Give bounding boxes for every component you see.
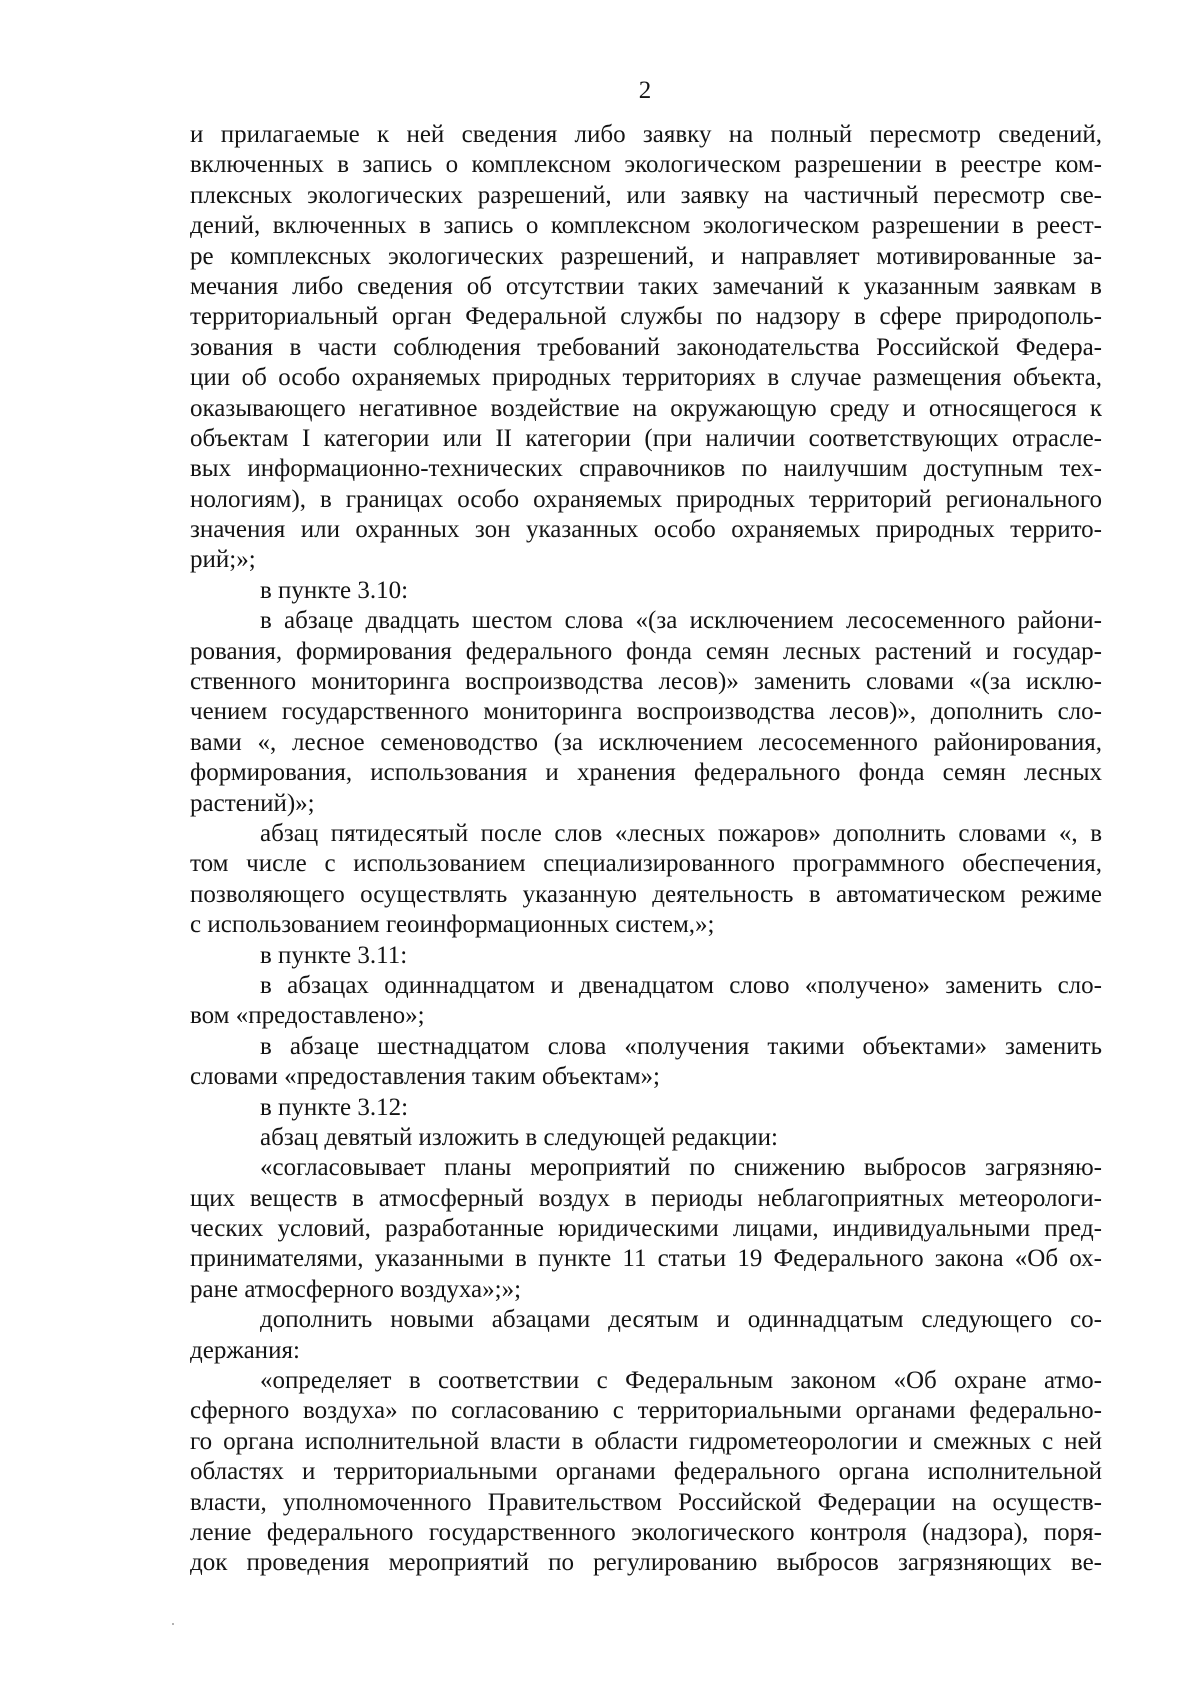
text-line: «определяет в соответствии с Федеральным законом «Об охране атмо- bbox=[260, 1367, 1102, 1395]
text-line: растений)»; bbox=[190, 789, 315, 817]
text-line: ране атмосферного воздуха»;»; bbox=[190, 1275, 522, 1303]
text-line: территориальный орган Федеральной службы по надзору в сфере природополь- bbox=[190, 303, 1102, 331]
text-line: в пункте 3.11: bbox=[260, 941, 408, 969]
text-line: рования, формирования федерального фонда семян лесных растений и государ- bbox=[190, 637, 1102, 665]
text-line: мечания либо сведения об отсутствии таких замечаний к указанным заявкам в bbox=[190, 272, 1102, 300]
text-line: вых информационно-технических справочников по наилучшим доступным тех- bbox=[190, 455, 1102, 483]
text-line: в абзаце двадцать шестом слова «(за исключением лесосеменного райони- bbox=[260, 607, 1102, 635]
text-line: дополнить новыми абзацами десятым и одиннадцатым следующего со- bbox=[260, 1306, 1102, 1334]
text-line: в пункте 3.10: bbox=[260, 576, 409, 604]
text-line: объектам I категории или II категории (при наличии соответствующих отрасле- bbox=[190, 424, 1102, 452]
text-line: ре комплексных экологических разрешений, и направляет мотивированные за- bbox=[190, 242, 1102, 270]
text-line: плексных экологических разрешений, или заявку на частичный пересмотр све- bbox=[190, 181, 1102, 209]
text-line: «согласовывает планы мероприятий по снижению выбросов загрязняю- bbox=[260, 1154, 1102, 1182]
text-line: чением государственного мониторинга воспроизводства лесов)», дополнить сло- bbox=[190, 698, 1102, 726]
text-line: принимателями, указанными в пункте 11 статьи 19 Федерального закона «Об ох- bbox=[190, 1245, 1102, 1273]
text-line: ческих условий, разработанные юридическими лицами, индивидуальными пред- bbox=[190, 1215, 1102, 1243]
text-line: вом «предоставлено»; bbox=[190, 1002, 425, 1030]
text-line: оказывающего негативное воздействие на окружающую среду и относящегося к bbox=[190, 394, 1102, 422]
text-line: ление федерального государственного экологического контроля (надзора), поря- bbox=[190, 1518, 1102, 1546]
text-line: зования в части соблюдения требований законодательства Российской Федера- bbox=[190, 333, 1102, 361]
text-line: том числе с использованием специализированного программного обеспечения, bbox=[190, 850, 1102, 878]
text-line: словами «предоставления таким объектам»; bbox=[190, 1063, 661, 1091]
text-line: абзац пятидесятый после слов «лесных пожаров» дополнить словами «, в bbox=[260, 819, 1102, 847]
text-line: держания: bbox=[190, 1336, 300, 1364]
scan-artifact bbox=[172, 1623, 174, 1625]
text-line: рий;»; bbox=[190, 546, 256, 574]
text-line: док проведения мероприятий по регулированию выбросов загрязняющих ве- bbox=[190, 1549, 1102, 1577]
text-line: власти, уполномоченного Правительством Российской Федерации на осуществ- bbox=[190, 1488, 1102, 1516]
text-line: формирования, использования и хранения федерального фонда семян лесных bbox=[190, 759, 1102, 787]
text-line: включенных в запись о комплексном экологическом разрешении в реестре ком- bbox=[190, 151, 1102, 179]
text-line: в абзацах одиннадцатом и двенадцатом слово «получено» заменить сло- bbox=[260, 971, 1102, 999]
text-line: вами «, лесное семеноводство (за исключением лесосеменного районирования, bbox=[190, 728, 1102, 756]
text-line: ции об особо охраняемых природных территориях в случае размещения объекта, bbox=[190, 364, 1102, 392]
text-line: нологиям), в границах особо охраняемых природных территорий регионального bbox=[190, 485, 1102, 513]
text-line: абзац девятый изложить в следующей редакции: bbox=[260, 1123, 778, 1151]
text-line: и прилагаемые к ней сведения либо заявку на полный пересмотр сведений, bbox=[190, 121, 1102, 148]
text-line: го органа исполнительной власти в области гидрометеорологии и смежных с ней bbox=[190, 1427, 1102, 1455]
text-line: в пункте 3.12: bbox=[260, 1093, 409, 1121]
document-body bbox=[190, 120, 1102, 1579]
text-line: областях и территориальными органами федерального органа исполнительной bbox=[190, 1458, 1102, 1486]
text-line: дений, включенных в запись о комплексном экологическом разрешении в реест- bbox=[190, 212, 1102, 240]
text-line: щих веществ в атмосферный воздух в периоды неблагоприятных метеорологи- bbox=[190, 1184, 1102, 1212]
text-line: сферного воздуха» по согласованию с территориальными органами федерально- bbox=[190, 1397, 1102, 1425]
text-line: в абзаце шестнадцатом слова «получения такими объектами» заменить bbox=[260, 1032, 1102, 1060]
text-line: с использованием геоинформационных систем,»; bbox=[190, 911, 715, 939]
text-line: позволяющего осуществлять указанную деятельность в автоматическом режиме bbox=[190, 880, 1102, 908]
page-number: 2 bbox=[638, 77, 652, 104]
text-line: значения или охранных зон указанных особо охраняемых природных террито- bbox=[190, 516, 1102, 544]
text-line: ственного мониторинга воспроизводства лесов)» заменить словами «(за исклю- bbox=[190, 668, 1102, 696]
